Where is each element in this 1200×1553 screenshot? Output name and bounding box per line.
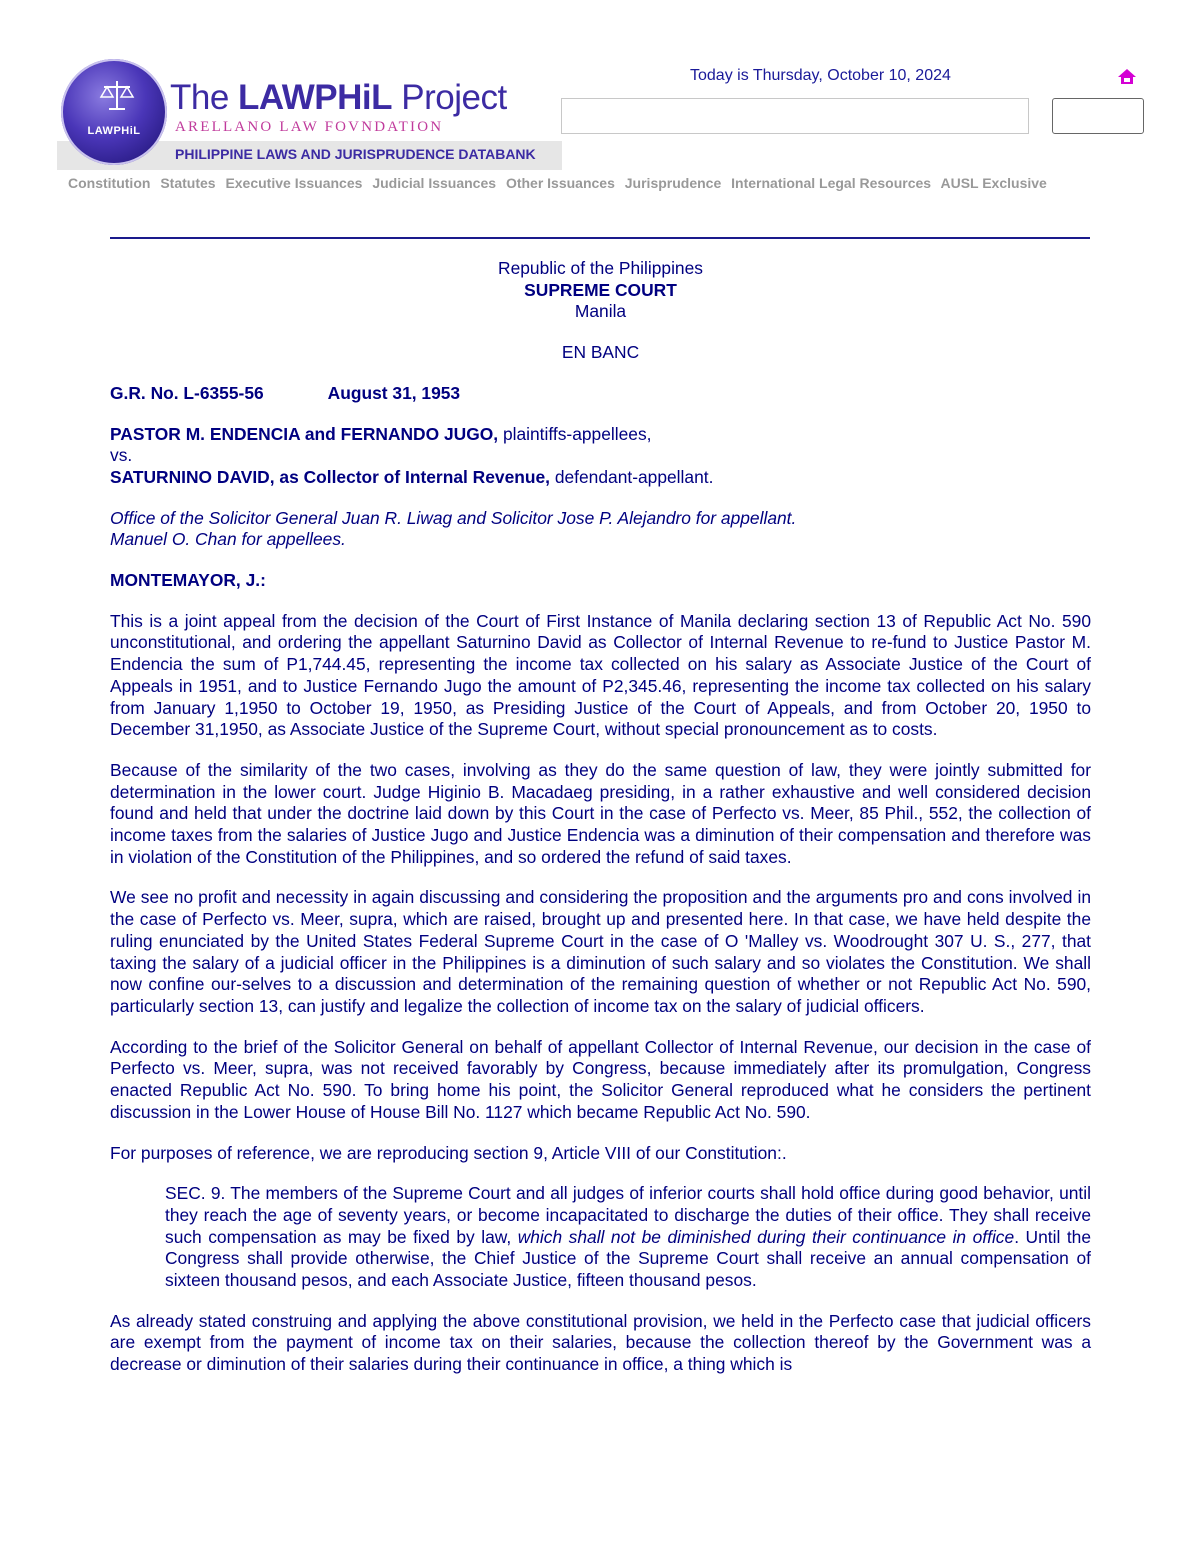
nav-item-executive-issuances[interactable]: Executive Issuances (225, 175, 363, 191)
nav-item-jurisprudence[interactable]: Jurisprudence (624, 175, 722, 191)
counsel-appellees: Manuel O. Chan for appellees. (110, 529, 346, 550)
nav-item-ausl-exclusive[interactable]: AUSL Exclusive (940, 175, 1047, 191)
paragraph: This is a joint appeal from the decision of the Court of First Instance of Manila declaring section 13 of Republic Act No. 590 unconstitutional, and ordering the appellant Saturnino David as Collector of Internal Revenue to re-fund to Justice Pastor M. Endencia the sum of P1,744.45, representing the income tax collected on his salary as Associate Justice of the Court of Appeals in 1951, and to Justice Fernando Jugo the amount of P2,345.46, representing the income tax collected on his salary from January 1,1950 to October 19, 1950, as Presiding Justice of the Court of Appeals, and from October 20, 1950 to December 31,1950, as Associate Justice of the Supreme Court, without special pronouncement as to costs. (110, 610, 1091, 740)
lawphil-logo[interactable] (57, 58, 562, 170)
counsel-appellant: Office of the Solicitor General Juan R. Liwag and Solicitor Jose P. Alejandro for appellant. (110, 507, 797, 528)
division: EN BANC (561, 342, 640, 363)
gr-number: G.R. No. L-6355-56 (110, 382, 264, 403)
court-city: Manila (574, 301, 627, 322)
lawphil-seal-icon (61, 59, 167, 165)
nav-item-international-legal-resources[interactable]: International Legal Resources (731, 175, 932, 191)
scales-icon (99, 77, 135, 113)
defendant-line: SATURNINO DAVID, as Collector of Internal Revenue, defendant-appellant. (110, 466, 714, 487)
header-divider (110, 237, 1090, 239)
nav-item-judicial-issuances[interactable]: Judicial Issuances (372, 175, 497, 191)
plaintiffs-line: PASTOR M. ENDENCIA and FERNANDO JUGO, plaintiffs-appellees, (110, 423, 652, 444)
versus: vs. (110, 445, 133, 466)
constitution-quote: SEC. 9. The members of the Supreme Court and all judges of inferior courts shall hold office during good behavior, until they reach the age of seventy years, or become incapacitated to discharge the duties of their office. They shall receive such compensation as may be fixed by law, which shall not be diminished during their continuance in office. Until the Congress shall provide otherwise, the Chief Justice of the Supreme Court shall receive an annual compensation of sixteen thousand pesos, and each Associate Justice, fifteen thousand pesos. (165, 1183, 1091, 1291)
decision-date: August 31, 1953 (327, 382, 461, 403)
paragraph: We see no profit and necessity in again discussing and considering the proposition and the arguments pro and cons involved in the case of Perfecto vs. Meer, supra, which are raised, brought up and presented here. In that case, we have held despite the ruling enunciated by the United States Federal Supreme Court in the case of O 'Malley vs. Woodrought 307 U. S., 277, that taxing the salary of a judicial officer in the Philippines is a diminution of such salary and so violates the Constitution. We shall now confine our-selves to a discussion and determination of the remaining question of whether or not Republic Act No. 590, particularly section 13, can justify and legalize the collection of income tax on the salary of judicial officers. (110, 887, 1091, 1016)
search-button[interactable] (1052, 98, 1144, 134)
main-nav (68, 175, 1053, 191)
republic-line: Republic of the Philippines (498, 258, 703, 278)
paragraph: For purposes of reference, we are reproducing section 9, Article VIII of our Constitution:. (110, 1142, 787, 1163)
logo-title: The LAWPHiL Project (170, 78, 507, 117)
logo-databank: PHILIPPINE LAWS AND JURISPRUDENCE DATABANK (175, 146, 536, 162)
home-icon[interactable] (1117, 67, 1137, 87)
logo-foundation: ARELLANO LAW FOVNDATION (175, 119, 444, 135)
nav-item-statutes[interactable]: Statutes (160, 175, 216, 191)
paragraph: As already stated construing and applying the above constitutional provision, we held in the Perfecto case that judicial officers are exempt from the payment of income tax on their salaries, because the collection thereof by the Government was a decrease or diminution of their salaries during their continuance in office, a thing which is (110, 1310, 1091, 1375)
paragraph: According to the brief of the Solicitor General on behalf of appellant Collector of Internal Revenue, our decision in the case of Perfecto vs. Meer, supra, was not received favorably by Congress, because immediately after its promulgation, Congress enacted Republic Act No. 590. To bring home his point, the Solicitor General reproduced what he considers the pertinent discussion in the Lower House of House Bill No. 1127 which became Republic Act No. 590. (110, 1036, 1091, 1122)
court-name: SUPREME COURT (524, 279, 677, 300)
ponente: MONTEMAYOR, J.: (110, 570, 266, 591)
court-heading (110, 258, 1091, 323)
counsel (110, 508, 1091, 551)
case-parties (110, 424, 1091, 489)
search-input[interactable] (561, 98, 1029, 134)
nav-item-other-issuances[interactable]: Other Issuances (505, 175, 615, 191)
decision-document (110, 258, 1091, 1395)
today-date: Today is Thursday, October 10, 2024 (690, 67, 951, 84)
nav-item-constitution[interactable]: Constitution (68, 175, 151, 191)
paragraph: Because of the similarity of the two cases, involving as they do the same question of law, they were jointly submitted for determination in the lower court. Judge Higinio B. Macadaeg presiding, in a rather exhaustive and well considered decision found and held that under the doctrine laid down by this Court in the case of Perfecto vs. Meer, 85 Phil., 552, the collection of income taxes from the salaries of Justice Jugo and Justice Endencia was a diminution of their compensation and therefore was in violation of the Constitution of the Philippines, and so ordered the refund of said taxes. (110, 759, 1091, 867)
seal-label: LAWPHiL (87, 125, 141, 137)
case-number-line (110, 383, 1091, 405)
